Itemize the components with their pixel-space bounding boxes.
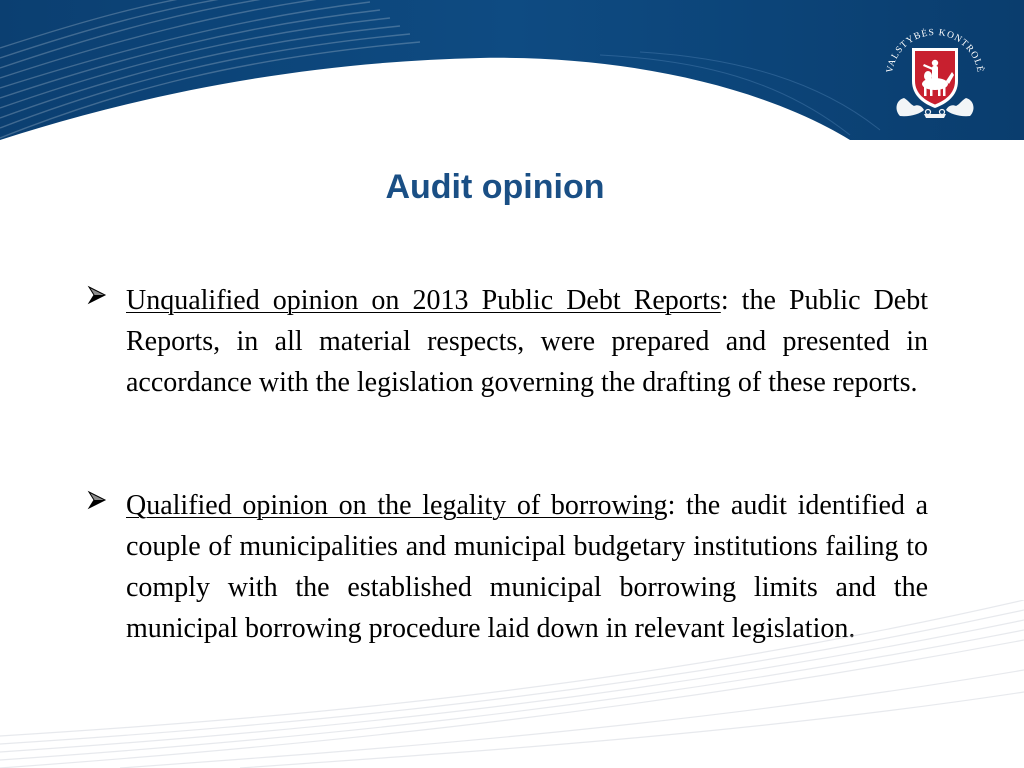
bullet-lead: Qualified opinion on the legality of borrowing xyxy=(126,490,668,521)
footer-wave-decoration xyxy=(0,600,1024,768)
bullet-body: : the audit identified a couple of municipalities and municipal budgetary institutions failing to comply with the established municipal borrowing limits and the municipal borrowing procedure laid down in relevant legislation. xyxy=(126,490,928,644)
logo-arc-text: VALSTYBĖS KONTROLĖ xyxy=(885,27,985,74)
arrow-bullet-icon xyxy=(86,485,126,516)
state-audit-logo xyxy=(880,26,990,121)
arrow-bullet-icon xyxy=(86,280,126,311)
bullet-body: : the Public Debt Reports, in all material respects, were prepared and presented in accordance with the legislation governing the drafting of these reports. xyxy=(126,285,928,398)
bullet-item xyxy=(86,280,928,403)
shield-icon xyxy=(912,48,958,108)
bullet-text xyxy=(126,280,928,403)
bullet-lead: Unqualified opinion on 2013 Public Debt Reports xyxy=(126,285,721,316)
header-banner xyxy=(0,0,1024,150)
slide-title: Audit opinion xyxy=(385,168,605,206)
